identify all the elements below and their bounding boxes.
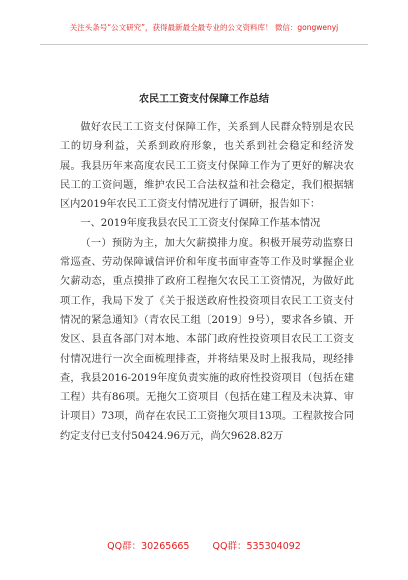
- footer-qq-group-1: QQ群：30265665: [107, 541, 190, 552]
- intro-paragraph: 做好农民工工资支付保障工作，关系到人民群众特别是农民工的切身利益，关系到政府形象，也关系到社会稳定和经济发展。我县历年来高度农民工工资支付保障工作为了更好的解决农民工的工资问题，维护农民工合法权益和社会稳定，我们根据辖区内2019年农民工工资支付情况进行了调研，报告如下：: [60, 122, 354, 211]
- footer-qq-group-2: QQ群：535304092: [212, 541, 301, 552]
- section-heading: 一、2019年度我县农民工工资支付保障工作基本情况: [80, 218, 321, 230]
- document-body: [60, 118, 354, 446]
- document-title: 农民工工资支付保障工作总结: [139, 94, 269, 105]
- header-note: 关注头条号“公文研究”，获得最新最全最专业的公文资料库！ 微信：gongwenyj: [69, 23, 339, 32]
- footer: [0, 538, 408, 552]
- header-divider: [40, 44, 368, 45]
- subsection-paragraph: （一）预防为主，加大欠薪摸排力度。积极开展劳动监察日常巡查、劳动保障诚信评价和年度书面审查等工作及时掌握企业欠薪动态，重点摸排了政府工程拖欠农民工工资情况，为做好此项工作，我局下发了《关于报送政府性投资项目农民工工资支付情况的紧急通知》（青农民工组〔2019〕9号），要求各乡镇、开发区、县直各部门对本地、本部门政府性投资项目农民工工资支付情况进行一次全面梳理排查，并将结果及时上报我局，现经排查，我县2016-2019年度负责实施的政府性投资项目（包括在建工程）共有86项。无拖欠工资项目（包括在建工程及未决算、审计项目）73项，尚存在农民工工资拖欠项目13项。工程款按合同约定支付已支付50424.96万元，尚欠9628.82万: [60, 237, 354, 442]
